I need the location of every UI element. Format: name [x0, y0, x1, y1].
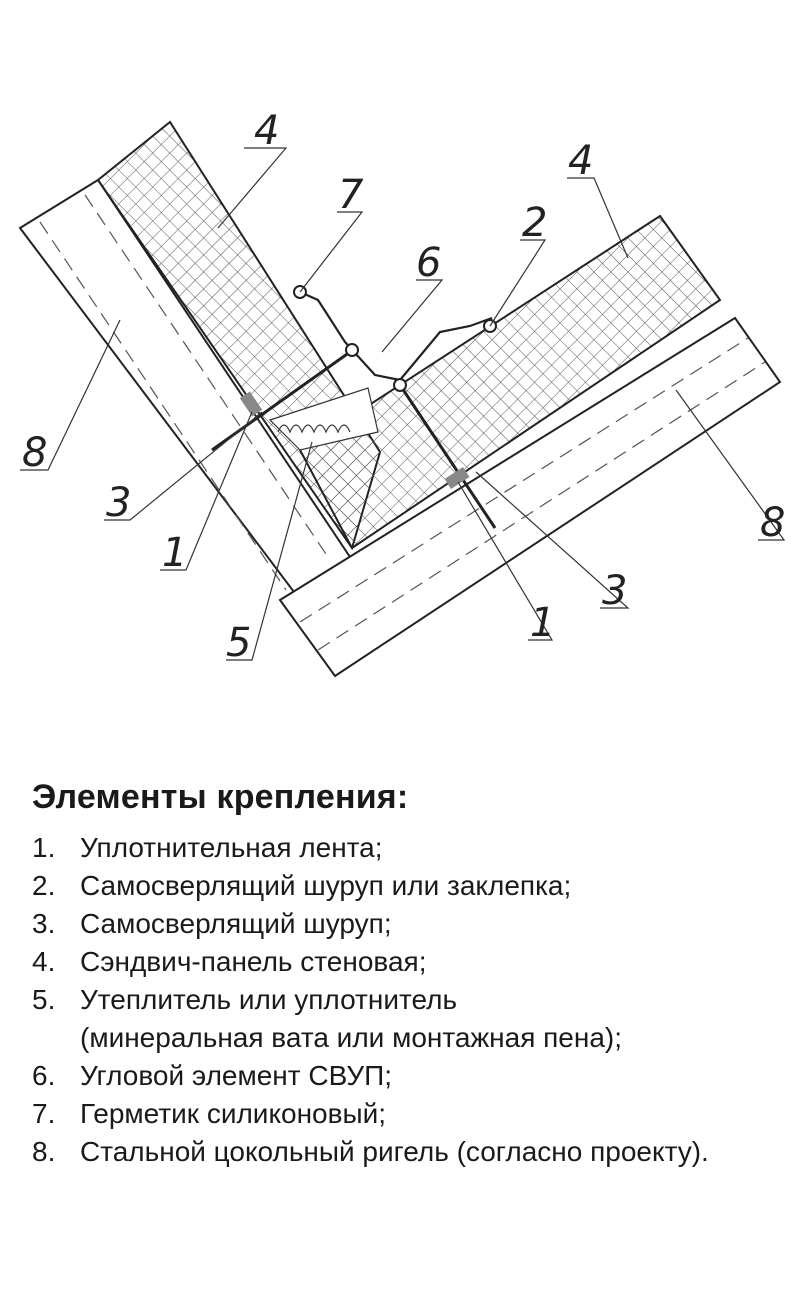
callout-6: 6: [416, 240, 442, 286]
legend-item-number: 5.: [32, 984, 56, 1015]
legend-item-text: Уплотнительная лента;: [80, 832, 383, 863]
legend-item: [32, 1019, 792, 1057]
legend-item-text: Герметик силиконовый;: [80, 1098, 387, 1129]
callout-3-right: 3: [602, 568, 628, 614]
legend-title: Элементы крепления:: [32, 778, 409, 816]
legend-item-text: Утеплитель или уплотнитель: [80, 984, 458, 1015]
callout-8-left: 8: [22, 430, 48, 476]
legend-item: [32, 829, 792, 867]
legend-item: [32, 1133, 792, 1171]
screw-head: [346, 344, 358, 356]
legend-item: [32, 1095, 792, 1133]
callout-1-right: 1: [530, 600, 556, 646]
screw-head: [394, 379, 406, 391]
callout-4-left: 4: [254, 108, 280, 154]
legend-item-number: 2.: [32, 870, 56, 901]
callout-2: 2: [522, 200, 548, 246]
legend-item: [32, 1057, 792, 1095]
legend-list: [32, 829, 792, 1171]
callout-4-right: 4: [568, 138, 594, 184]
legend: [32, 778, 792, 1171]
legend-item: [32, 867, 792, 905]
legend-item: [32, 943, 792, 981]
legend-item: [32, 981, 792, 1019]
callout-7: 7: [338, 172, 364, 218]
callout-8-right: 8: [760, 500, 786, 546]
legend-item-text: Сэндвич-панель стеновая;: [80, 946, 427, 977]
legend-item-text: (минеральная вата или монтажная пена);: [80, 1022, 623, 1053]
legend-item-text: Угловой элемент СВУП;: [80, 1060, 393, 1091]
legend-item-number: 7.: [32, 1098, 56, 1129]
callout-3-left: 3: [106, 480, 132, 526]
legend-item-text: Самосверлящий шуруп или заклепка;: [80, 870, 572, 901]
legend-item-number: 8.: [32, 1136, 56, 1167]
legend-item-number: [32, 1019, 80, 1057]
legend-item-number: 4.: [32, 946, 56, 977]
legend-item-number: 1.: [32, 832, 56, 863]
legend-item-number: 6.: [32, 1060, 56, 1091]
legend-item-text: Стальной цокольный ригель (согласно проекту).: [80, 1136, 709, 1167]
legend-item-number: 3.: [32, 908, 56, 939]
legend-item: [32, 905, 792, 943]
legend-item-text: Самосверлящий шуруп;: [80, 908, 392, 939]
callout-5: 5: [226, 620, 252, 666]
callout-1-left: 1: [162, 530, 188, 576]
